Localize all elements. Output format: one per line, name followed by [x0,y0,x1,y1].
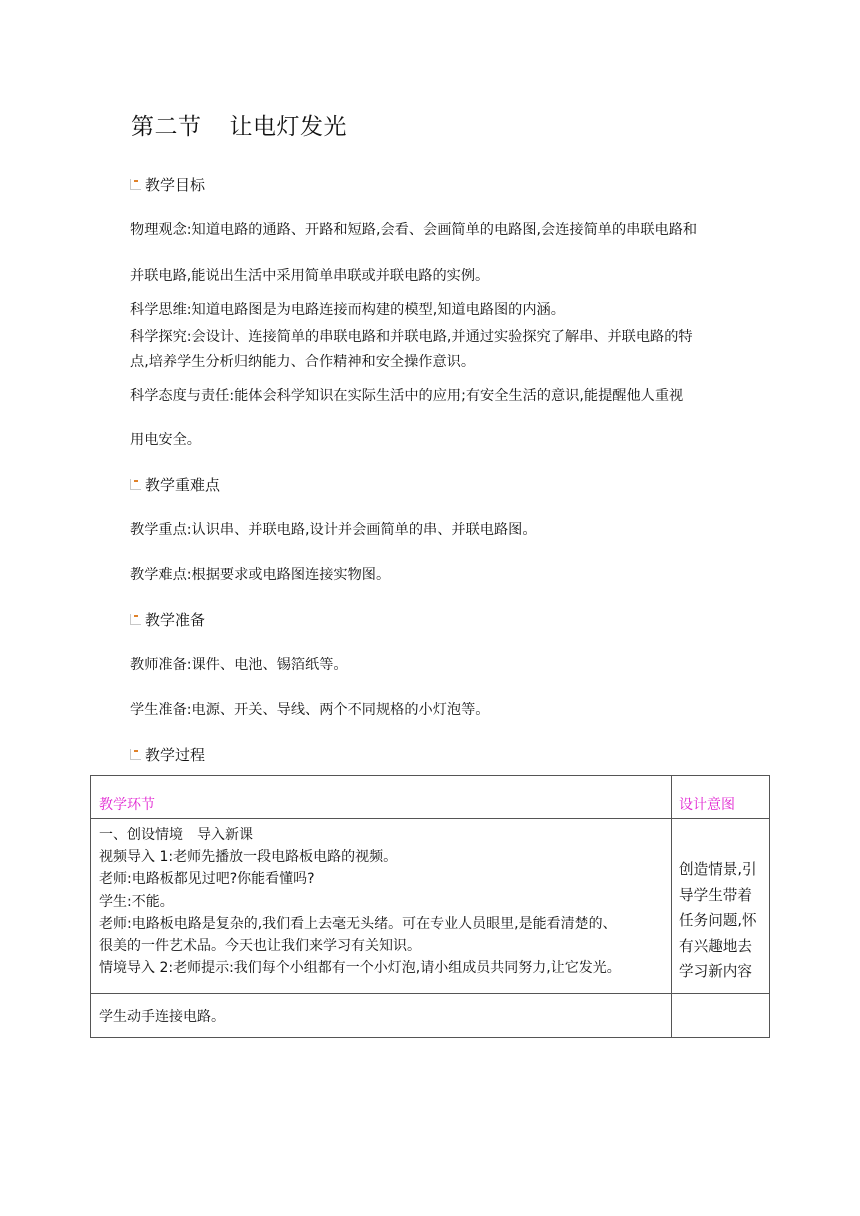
preparation-teacher: 教师准备:课件、电池、锡箔纸等。 [130,657,348,673]
key-point-focus: 教学重点:认识串、并联电路,设计并会画简单的串、并联电路图。 [130,522,537,538]
intent-line: 有兴趣地去 [679,937,752,955]
preparation-student: 学生准备:电源、开关、导线、两个不同规格的小灯泡等。 [130,702,490,718]
stage-line: 很美的一件艺术品。今天也让我们来学习有关知识。 [99,938,421,955]
section-heading-label: 教学准备 [145,611,206,629]
stage-cell [91,819,672,994]
intent-line: 学习新内容 [679,963,752,980]
table-row [91,819,770,994]
image-placeholder-icon [130,177,143,190]
header-design-intent: 设计意图 [672,776,770,819]
table-row [91,994,770,1038]
key-point-difficulty: 教学难点:根据要求或电路图连接实物图。 [130,567,391,583]
section-heading-process [130,744,205,765]
goals-line: 科学思维:知道电路图是为电路连接而构建的模型,知道电路图的内涵。 [130,302,565,318]
section-heading-label: 教学重难点 [145,476,221,494]
goals-line: 科学探究:会设计、连接简单的串联电路和并联电路,并通过实验探究了解串、并联电路的特 [130,329,693,345]
section-heading-key-points [130,474,220,495]
intent-line: 导学生带着 [679,886,752,904]
goals-line: 科学态度与责任:能体会科学知识在实际生活中的应用;有安全生活的意识,能提醒他人重视 [130,388,684,404]
goals-line: 并联电路,能说出生活中采用简单串联或并联电路的实例。 [130,268,490,284]
stage-line: 一、创设情境 导入新课 [99,827,253,843]
goals-line: 点,培养学生分析归纳能力、合作精神和安全操作意识。 [130,354,476,370]
image-placeholder-icon [130,477,143,490]
stage-line: 情境导入 2:老师提示:我们每个小组都有一个小灯泡,请小组成员共同努力,让它发光。 [99,960,621,977]
intent-line: 创造情景,引 [679,861,757,878]
section-heading-preparation [130,609,205,630]
section-heading-goals [130,174,205,195]
image-placeholder-icon [130,612,143,625]
title-section-number: 第二节 [131,114,202,140]
stage-line: 学生:不能。 [99,893,174,910]
section-heading-label: 教学过程 [145,746,206,764]
intent-cell [672,994,770,1038]
stage-line: 老师:电路板电路是复杂的,我们看上去毫无头绪。可在专业人员眼里,是能看清楚的、 [99,915,617,932]
goals-line: 物理观念:知道电路的通路、开路和短路,会看、会画简单的电路图,会连接简单的串联电路和 [130,222,698,238]
intent-line: 任务问题,怀 [679,912,757,929]
title-section-name: 让电灯发光 [229,114,347,140]
stage-cell: 学生动手连接电路。 [91,994,672,1038]
header-teaching-stage: 教学环节 [91,776,672,819]
goals-line: 用电安全。 [130,432,201,448]
table-header-row [91,776,770,819]
intent-cell [672,819,770,994]
stage-line: 老师:电路板都见过吧?你能看懂吗? [99,871,315,888]
image-placeholder-icon [130,747,143,760]
section-heading-label: 教学目标 [145,176,206,194]
stage-line: 视频导入 1:老师先播放一段电路板电路的视频。 [99,849,398,866]
page-title [131,108,347,141]
teaching-process-table [90,775,770,1038]
